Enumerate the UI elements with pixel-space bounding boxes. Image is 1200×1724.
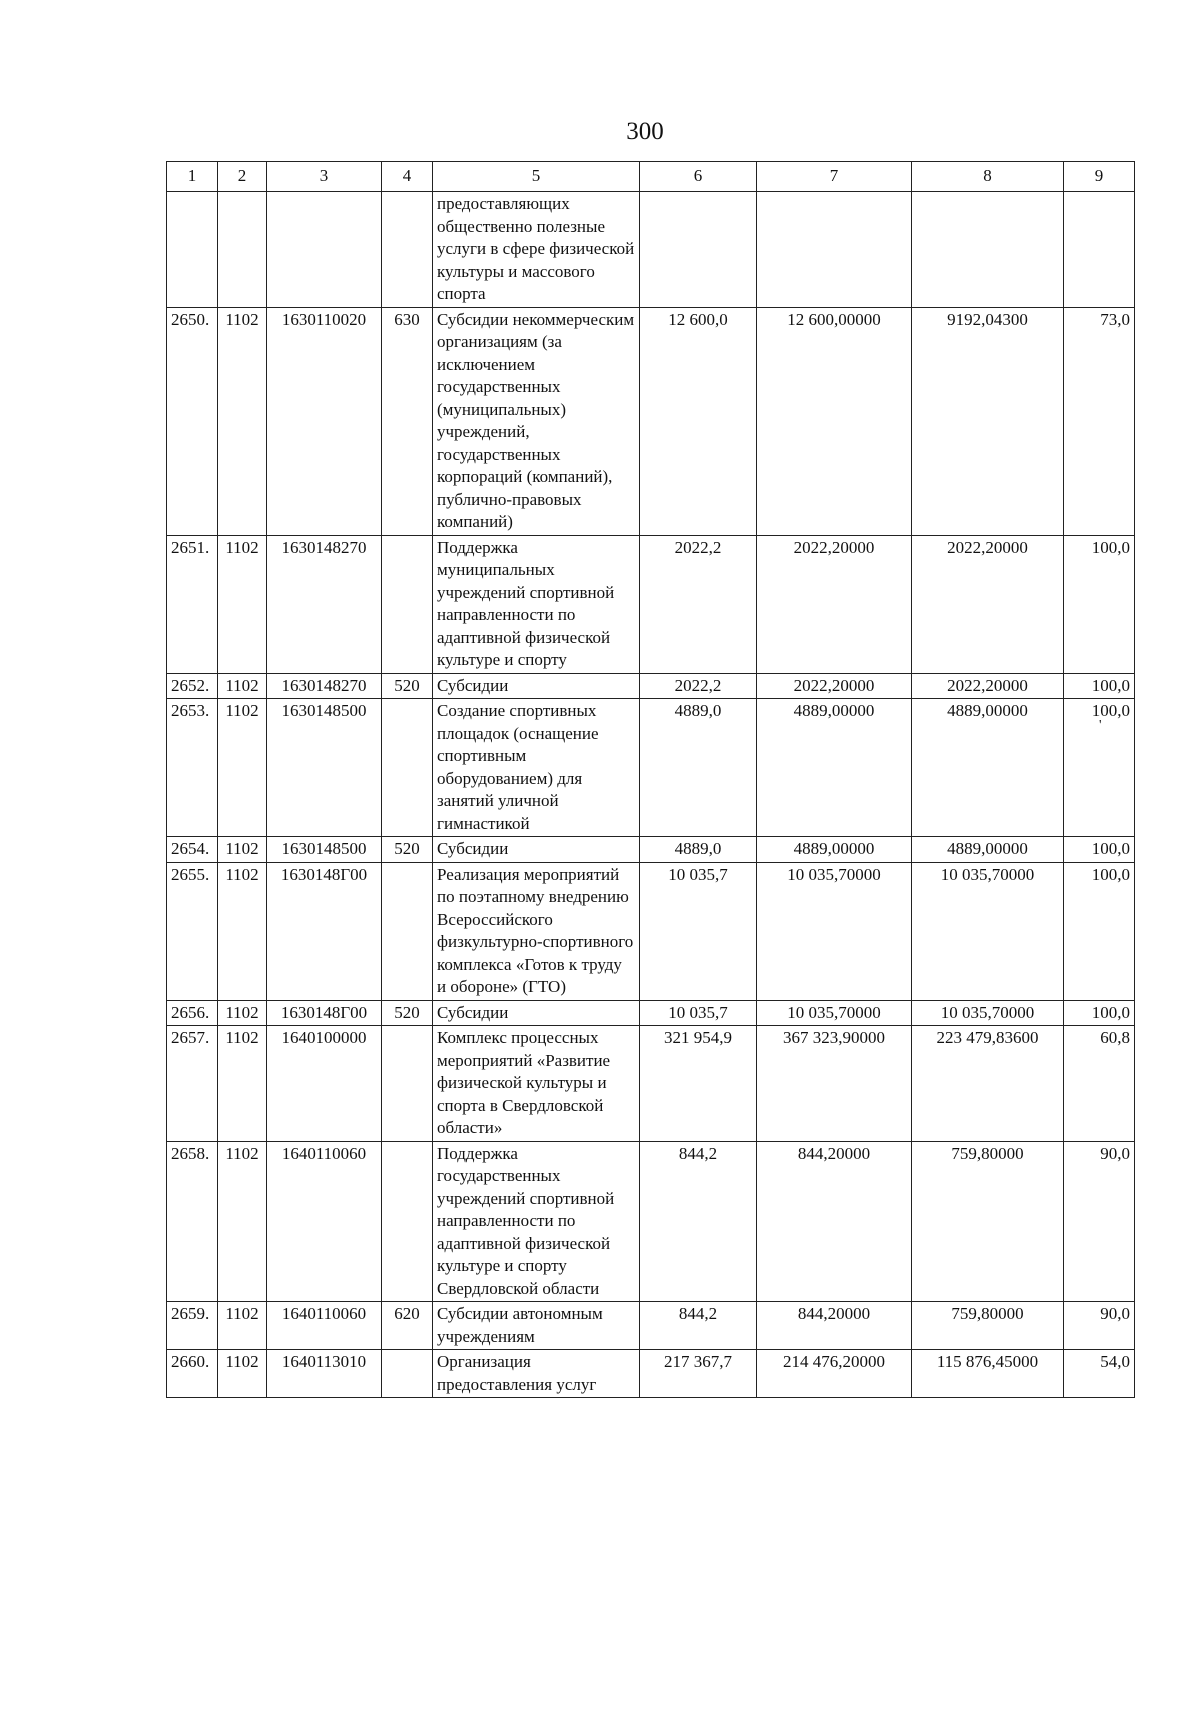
row-number: 2654. (167, 837, 218, 863)
expense-kind-code: 620 (382, 1302, 433, 1350)
section-code: 1102 (218, 1000, 267, 1026)
target-article-code: 1640100000 (267, 1026, 382, 1142)
column-header: 5 (433, 162, 640, 192)
column-header: 3 (267, 162, 382, 192)
column-header: 1 (167, 162, 218, 192)
executed-amount: 10 035,70000 (912, 1000, 1064, 1026)
planned-amount: 12 600,0 (640, 307, 757, 535)
expense-kind-code: 520 (382, 673, 433, 699)
expense-kind-code (382, 192, 433, 308)
expense-kind-code (382, 1026, 433, 1142)
table-row (167, 1302, 1135, 1350)
row-number: 2652. (167, 673, 218, 699)
execution-percent: 90,0 (1064, 1141, 1135, 1302)
item-name: Субсидии автономным учреждениям (433, 1302, 640, 1350)
column-header: 9 (1064, 162, 1135, 192)
planned-amount: 4889,0 (640, 837, 757, 863)
section-code: 1102 (218, 699, 267, 837)
expense-kind-code (382, 862, 433, 1000)
row-number: 2655. (167, 862, 218, 1000)
item-name: Организация предоставления услуг (433, 1350, 640, 1398)
row-number: 2650. (167, 307, 218, 535)
execution-percent: 100,0 (1064, 673, 1135, 699)
table-row (167, 307, 1135, 535)
row-number: 2660. (167, 1350, 218, 1398)
executed-amount: 759,80000 (912, 1141, 1064, 1302)
planned-amount: 10 035,7 (640, 1000, 757, 1026)
section-code: 1102 (218, 862, 267, 1000)
revised-amount: 367 323,90000 (757, 1026, 912, 1142)
column-header: 2 (218, 162, 267, 192)
row-number: 2651. (167, 535, 218, 673)
item-name: Реализация мероприятий по поэтапному внедрению Всероссийского физкультурно-спортивного комплекса «Готов к труду и обороне» (ГТО) (433, 862, 640, 1000)
section-code: 1102 (218, 535, 267, 673)
target-article-code: 1640110060 (267, 1302, 382, 1350)
expense-kind-code (382, 535, 433, 673)
target-article-code: 1640113010 (267, 1350, 382, 1398)
table-row (167, 1141, 1135, 1302)
executed-amount: 759,80000 (912, 1302, 1064, 1350)
target-article-code: 1630148270 (267, 673, 382, 699)
execution-percent: 100,0 (1064, 862, 1135, 1000)
execution-percent: 100,0 (1064, 699, 1135, 837)
column-header: 8 (912, 162, 1064, 192)
section-code: 1102 (218, 307, 267, 535)
stray-mark: ' (1099, 718, 1102, 733)
planned-amount: 2022,2 (640, 535, 757, 673)
column-header: 7 (757, 162, 912, 192)
section-code: 1102 (218, 1026, 267, 1142)
row-number: 2658. (167, 1141, 218, 1302)
item-name: предоставляющих общественно полезные услуги в сфере физической культуры и массового спорта (433, 192, 640, 308)
expense-kind-code (382, 1141, 433, 1302)
section-code: 1102 (218, 673, 267, 699)
expense-kind-code: 630 (382, 307, 433, 535)
executed-amount: 223 479,83600 (912, 1026, 1064, 1142)
execution-percent: 100,0 (1064, 1000, 1135, 1026)
target-article-code: 1630148500 (267, 837, 382, 863)
row-number: 2657. (167, 1026, 218, 1142)
item-name: Субсидии некоммерческим организациям (за исключением государственных (муниципальных) учреждений, государственных корпораций (компаний), публично-правовых компаний) (433, 307, 640, 535)
revised-amount: 4889,00000 (757, 699, 912, 837)
execution-percent: 73,0 (1064, 307, 1135, 535)
section-code: 1102 (218, 1141, 267, 1302)
executed-amount: 4889,00000 (912, 837, 1064, 863)
planned-amount (640, 192, 757, 308)
revised-amount: 4889,00000 (757, 837, 912, 863)
revised-amount: 2022,20000 (757, 673, 912, 699)
row-number: 2656. (167, 1000, 218, 1026)
column-header: 6 (640, 162, 757, 192)
column-header: 4 (382, 162, 433, 192)
planned-amount: 844,2 (640, 1302, 757, 1350)
target-article-code: 1630148Г00 (267, 1000, 382, 1026)
item-name: Создание спортивных площадок (оснащение спортивным оборудованием) для занятий уличной гимнастикой (433, 699, 640, 837)
target-article-code: 1630110020 (267, 307, 382, 535)
header-row (167, 162, 1135, 192)
page-number: 300 (626, 118, 664, 145)
item-name: Комплекс процессных мероприятий «Развитие физической культуры и спорта в Свердловской области» (433, 1026, 640, 1142)
expense-kind-code: 520 (382, 1000, 433, 1026)
row-number: 2653. (167, 699, 218, 837)
executed-amount: 115 876,45000 (912, 1350, 1064, 1398)
execution-percent (1064, 192, 1135, 308)
planned-amount: 217 367,7 (640, 1350, 757, 1398)
section-code: 1102 (218, 837, 267, 863)
execution-percent: 100,0 (1064, 837, 1135, 863)
executed-amount: 10 035,70000 (912, 862, 1064, 1000)
execution-percent: 90,0 (1064, 1302, 1135, 1350)
section-code: 1102 (218, 1302, 267, 1350)
target-article-code: 1630148Г00 (267, 862, 382, 1000)
executed-amount: 4889,00000 (912, 699, 1064, 837)
planned-amount: 321 954,9 (640, 1026, 757, 1142)
executed-amount: 2022,20000 (912, 535, 1064, 673)
item-name: Поддержка муниципальных учреждений спортивной направленности по адаптивной физической культуре и спорту (433, 535, 640, 673)
table-body (167, 192, 1135, 1398)
revised-amount: 214 476,20000 (757, 1350, 912, 1398)
table-row (167, 1026, 1135, 1142)
executed-amount (912, 192, 1064, 308)
execution-percent: 54,0 (1064, 1350, 1135, 1398)
revised-amount: 2022,20000 (757, 535, 912, 673)
planned-amount: 2022,2 (640, 673, 757, 699)
table-row (167, 862, 1135, 1000)
row-number: 2659. (167, 1302, 218, 1350)
revised-amount: 844,20000 (757, 1141, 912, 1302)
item-name: Субсидии (433, 673, 640, 699)
revised-amount: 12 600,00000 (757, 307, 912, 535)
revised-amount (757, 192, 912, 308)
section-code (218, 192, 267, 308)
revised-amount: 10 035,70000 (757, 1000, 912, 1026)
planned-amount: 4889,0 (640, 699, 757, 837)
target-article-code: 1630148270 (267, 535, 382, 673)
expense-kind-code (382, 1350, 433, 1398)
table-row (167, 837, 1135, 863)
executed-amount: 9192,04300 (912, 307, 1064, 535)
target-article-code: 1640110060 (267, 1141, 382, 1302)
planned-amount: 844,2 (640, 1141, 757, 1302)
table-row (167, 1000, 1135, 1026)
execution-percent: 100,0 (1064, 535, 1135, 673)
table-row (167, 1350, 1135, 1398)
expense-kind-code: 520 (382, 837, 433, 863)
execution-percent: 60,8 (1064, 1026, 1135, 1142)
budget-table (166, 161, 1135, 1398)
section-code: 1102 (218, 1350, 267, 1398)
row-number (167, 192, 218, 308)
table-row (167, 699, 1135, 837)
target-article-code (267, 192, 382, 308)
table-row (167, 535, 1135, 673)
table-row (167, 673, 1135, 699)
executed-amount: 2022,20000 (912, 673, 1064, 699)
item-name: Поддержка государственных учреждений спортивной направленности по адаптивной физической культуре и спорту Свердловской области (433, 1141, 640, 1302)
expense-kind-code (382, 699, 433, 837)
target-article-code: 1630148500 (267, 699, 382, 837)
revised-amount: 844,20000 (757, 1302, 912, 1350)
item-name: Субсидии (433, 1000, 640, 1026)
revised-amount: 10 035,70000 (757, 862, 912, 1000)
table-row (167, 192, 1135, 308)
planned-amount: 10 035,7 (640, 862, 757, 1000)
item-name: Субсидии (433, 837, 640, 863)
